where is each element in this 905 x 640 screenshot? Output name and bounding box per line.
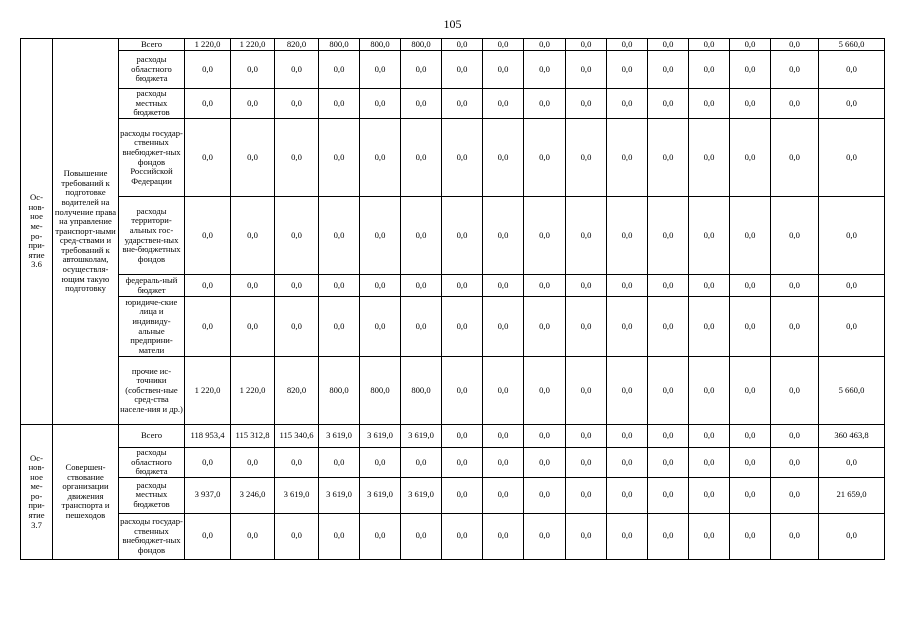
value-cell: 1 220,0 bbox=[185, 39, 231, 51]
value-cell: 0,0 bbox=[524, 513, 566, 559]
value-cell: 0,0 bbox=[319, 51, 360, 89]
value-cell: 5 660,0 bbox=[819, 39, 885, 51]
table-row bbox=[21, 448, 885, 478]
value-cell: 0,0 bbox=[730, 197, 771, 275]
value-cell: 0,0 bbox=[607, 425, 648, 448]
value-cell: 0,0 bbox=[819, 275, 885, 297]
value-cell: 0,0 bbox=[275, 513, 319, 559]
value-cell: 0,0 bbox=[730, 119, 771, 197]
value-cell: 0,0 bbox=[442, 51, 483, 89]
value-cell: 0,0 bbox=[607, 513, 648, 559]
value-cell: 0,0 bbox=[275, 197, 319, 275]
value-cell: 0,0 bbox=[185, 89, 231, 119]
value-cell: 0,0 bbox=[566, 357, 607, 425]
value-cell: 3 619,0 bbox=[360, 477, 401, 513]
description-cell: Совершен-ствование организации движения транспорта и пешеходов bbox=[53, 425, 119, 560]
value-cell: 0,0 bbox=[319, 89, 360, 119]
funding-source-cell: юридиче-ские лица и индивиду-альные предприни-матели bbox=[119, 297, 185, 357]
table-row bbox=[21, 477, 885, 513]
value-cell: 0,0 bbox=[442, 425, 483, 448]
value-cell: 0,0 bbox=[819, 513, 885, 559]
value-cell: 0,0 bbox=[607, 275, 648, 297]
value-cell: 0,0 bbox=[524, 39, 566, 51]
value-cell: 0,0 bbox=[607, 448, 648, 478]
value-cell: 0,0 bbox=[730, 275, 771, 297]
value-cell: 0,0 bbox=[819, 448, 885, 478]
value-cell: 0,0 bbox=[819, 119, 885, 197]
table-row bbox=[21, 425, 885, 448]
funding-source-cell: расходы местных бюджетов bbox=[119, 89, 185, 119]
value-cell: 0,0 bbox=[566, 425, 607, 448]
value-cell: 0,0 bbox=[483, 297, 524, 357]
value-cell: 0,0 bbox=[566, 119, 607, 197]
value-cell: 115 312,8 bbox=[231, 425, 275, 448]
value-cell: 0,0 bbox=[231, 197, 275, 275]
funding-source-cell: Всего bbox=[119, 39, 185, 51]
value-cell: 0,0 bbox=[607, 357, 648, 425]
funding-source-cell: федераль-ный бюджет bbox=[119, 275, 185, 297]
value-cell: 0,0 bbox=[442, 197, 483, 275]
value-cell: 800,0 bbox=[319, 39, 360, 51]
value-cell: 0,0 bbox=[648, 275, 689, 297]
value-cell: 0,0 bbox=[566, 89, 607, 119]
value-cell: 0,0 bbox=[607, 89, 648, 119]
value-cell: 0,0 bbox=[401, 119, 442, 197]
value-cell: 0,0 bbox=[401, 448, 442, 478]
value-cell: 0,0 bbox=[730, 51, 771, 89]
value-cell: 0,0 bbox=[360, 513, 401, 559]
value-cell: 0,0 bbox=[689, 425, 730, 448]
value-cell: 3 246,0 bbox=[231, 477, 275, 513]
value-cell: 0,0 bbox=[648, 297, 689, 357]
value-cell: 0,0 bbox=[231, 275, 275, 297]
value-cell: 0,0 bbox=[275, 89, 319, 119]
value-cell: 0,0 bbox=[185, 51, 231, 89]
value-cell: 0,0 bbox=[730, 477, 771, 513]
value-cell: 21 659,0 bbox=[819, 477, 885, 513]
value-cell: 1 220,0 bbox=[185, 357, 231, 425]
value-cell: 0,0 bbox=[730, 297, 771, 357]
value-cell: 0,0 bbox=[442, 119, 483, 197]
value-cell: 0,0 bbox=[730, 39, 771, 51]
value-cell: 0,0 bbox=[401, 51, 442, 89]
value-cell: 115 340,6 bbox=[275, 425, 319, 448]
value-cell: 0,0 bbox=[771, 448, 819, 478]
value-cell: 0,0 bbox=[319, 297, 360, 357]
value-cell: 0,0 bbox=[360, 89, 401, 119]
value-cell: 0,0 bbox=[360, 51, 401, 89]
funding-source-cell: расходы областного бюджета bbox=[119, 51, 185, 89]
value-cell: 0,0 bbox=[771, 513, 819, 559]
value-cell: 0,0 bbox=[360, 448, 401, 478]
value-cell: 0,0 bbox=[442, 477, 483, 513]
value-cell: 0,0 bbox=[689, 297, 730, 357]
funding-source-cell: расходы государ-ственных внебюджет-ных фондов bbox=[119, 513, 185, 559]
value-cell: 0,0 bbox=[319, 275, 360, 297]
value-cell: 0,0 bbox=[401, 89, 442, 119]
value-cell: 0,0 bbox=[689, 89, 730, 119]
value-cell: 0,0 bbox=[771, 357, 819, 425]
value-cell: 0,0 bbox=[401, 275, 442, 297]
value-cell: 0,0 bbox=[319, 119, 360, 197]
value-cell: 0,0 bbox=[483, 425, 524, 448]
table-row bbox=[21, 89, 885, 119]
value-cell: 0,0 bbox=[483, 89, 524, 119]
budget-table bbox=[20, 38, 885, 560]
value-cell: 3 619,0 bbox=[319, 425, 360, 448]
value-cell: 0,0 bbox=[275, 51, 319, 89]
table-row bbox=[21, 51, 885, 89]
value-cell: 0,0 bbox=[524, 477, 566, 513]
value-cell: 0,0 bbox=[483, 119, 524, 197]
value-cell: 0,0 bbox=[566, 477, 607, 513]
funding-source-cell: расходы местных бюджетов bbox=[119, 477, 185, 513]
table-row bbox=[21, 513, 885, 559]
value-cell: 0,0 bbox=[483, 197, 524, 275]
value-cell: 0,0 bbox=[360, 197, 401, 275]
value-cell: 0,0 bbox=[483, 357, 524, 425]
value-cell: 820,0 bbox=[275, 357, 319, 425]
value-cell: 0,0 bbox=[819, 197, 885, 275]
funding-source-cell: прочие ис-точники (собствен-ные сред-ства населе-ния и др.) bbox=[119, 357, 185, 425]
value-cell: 0,0 bbox=[771, 51, 819, 89]
value-cell: 0,0 bbox=[524, 197, 566, 275]
value-cell: 0,0 bbox=[566, 513, 607, 559]
value-cell: 0,0 bbox=[771, 89, 819, 119]
measure-cell: Ос- нов- ное ме- ро- при- ятие 3.6 bbox=[21, 39, 53, 425]
value-cell: 0,0 bbox=[483, 477, 524, 513]
value-cell: 0,0 bbox=[442, 39, 483, 51]
value-cell: 0,0 bbox=[771, 39, 819, 51]
value-cell: 0,0 bbox=[607, 119, 648, 197]
value-cell: 0,0 bbox=[319, 448, 360, 478]
value-cell: 0,0 bbox=[524, 89, 566, 119]
value-cell: 0,0 bbox=[483, 513, 524, 559]
value-cell: 800,0 bbox=[401, 357, 442, 425]
value-cell: 0,0 bbox=[275, 275, 319, 297]
value-cell: 0,0 bbox=[524, 448, 566, 478]
value-cell: 0,0 bbox=[648, 448, 689, 478]
value-cell: 0,0 bbox=[275, 297, 319, 357]
value-cell: 0,0 bbox=[607, 197, 648, 275]
value-cell: 3 619,0 bbox=[401, 425, 442, 448]
value-cell: 0,0 bbox=[607, 51, 648, 89]
value-cell: 0,0 bbox=[319, 197, 360, 275]
table-row bbox=[21, 275, 885, 297]
value-cell: 0,0 bbox=[648, 119, 689, 197]
value-cell: 0,0 bbox=[401, 513, 442, 559]
value-cell: 0,0 bbox=[442, 448, 483, 478]
value-cell: 0,0 bbox=[185, 513, 231, 559]
funding-source-cell: Всего bbox=[119, 425, 185, 448]
value-cell: 0,0 bbox=[483, 275, 524, 297]
value-cell: 360 463,8 bbox=[819, 425, 885, 448]
value-cell: 3 619,0 bbox=[319, 477, 360, 513]
funding-source-cell: расходы территори-альных гос-ударствен-ных вне-бюджетных фондов bbox=[119, 197, 185, 275]
value-cell: 0,0 bbox=[771, 297, 819, 357]
value-cell: 800,0 bbox=[319, 357, 360, 425]
value-cell: 0,0 bbox=[360, 275, 401, 297]
value-cell: 0,0 bbox=[231, 119, 275, 197]
value-cell: 0,0 bbox=[566, 275, 607, 297]
value-cell: 800,0 bbox=[401, 39, 442, 51]
value-cell: 0,0 bbox=[442, 297, 483, 357]
value-cell: 0,0 bbox=[185, 275, 231, 297]
value-cell: 0,0 bbox=[730, 89, 771, 119]
page-number: 105 bbox=[443, 17, 462, 31]
value-cell: 1 220,0 bbox=[231, 357, 275, 425]
value-cell: 0,0 bbox=[771, 425, 819, 448]
value-cell: 0,0 bbox=[771, 119, 819, 197]
value-cell: 3 619,0 bbox=[275, 477, 319, 513]
table-row bbox=[21, 39, 885, 51]
value-cell: 0,0 bbox=[442, 513, 483, 559]
value-cell: 0,0 bbox=[483, 448, 524, 478]
value-cell: 0,0 bbox=[231, 51, 275, 89]
value-cell: 0,0 bbox=[566, 448, 607, 478]
value-cell: 118 953,4 bbox=[185, 425, 231, 448]
value-cell: 0,0 bbox=[689, 119, 730, 197]
value-cell: 0,0 bbox=[401, 297, 442, 357]
value-cell: 0,0 bbox=[360, 297, 401, 357]
value-cell: 0,0 bbox=[689, 448, 730, 478]
value-cell: 0,0 bbox=[524, 297, 566, 357]
value-cell: 0,0 bbox=[730, 513, 771, 559]
value-cell: 0,0 bbox=[275, 119, 319, 197]
value-cell: 0,0 bbox=[689, 357, 730, 425]
funding-source-cell: расходы государ-ственных внебюджет-ных фондов Российской Федерации bbox=[119, 119, 185, 197]
value-cell: 0,0 bbox=[275, 448, 319, 478]
measure-cell: Ос- нов- ное ме- ро- при- ятие 3.7 bbox=[21, 425, 53, 560]
value-cell: 0,0 bbox=[648, 477, 689, 513]
value-cell: 0,0 bbox=[566, 51, 607, 89]
value-cell: 5 660,0 bbox=[819, 357, 885, 425]
value-cell: 3 937,0 bbox=[185, 477, 231, 513]
value-cell: 0,0 bbox=[524, 425, 566, 448]
value-cell: 0,0 bbox=[607, 39, 648, 51]
value-cell: 0,0 bbox=[566, 197, 607, 275]
value-cell: 0,0 bbox=[648, 425, 689, 448]
value-cell: 0,0 bbox=[771, 275, 819, 297]
value-cell: 0,0 bbox=[648, 39, 689, 51]
value-cell: 800,0 bbox=[360, 39, 401, 51]
value-cell: 0,0 bbox=[819, 89, 885, 119]
value-cell: 0,0 bbox=[442, 89, 483, 119]
value-cell: 0,0 bbox=[566, 39, 607, 51]
value-cell: 0,0 bbox=[185, 297, 231, 357]
value-cell: 0,0 bbox=[231, 513, 275, 559]
value-cell: 0,0 bbox=[648, 197, 689, 275]
value-cell: 0,0 bbox=[689, 477, 730, 513]
value-cell: 0,0 bbox=[689, 197, 730, 275]
value-cell: 0,0 bbox=[483, 51, 524, 89]
value-cell: 0,0 bbox=[442, 275, 483, 297]
value-cell: 0,0 bbox=[483, 39, 524, 51]
value-cell: 0,0 bbox=[771, 477, 819, 513]
value-cell: 0,0 bbox=[524, 275, 566, 297]
value-cell: 0,0 bbox=[319, 513, 360, 559]
value-cell: 0,0 bbox=[524, 119, 566, 197]
value-cell: 0,0 bbox=[524, 51, 566, 89]
table-row bbox=[21, 297, 885, 357]
value-cell: 0,0 bbox=[185, 197, 231, 275]
value-cell: 0,0 bbox=[566, 297, 607, 357]
value-cell: 820,0 bbox=[275, 39, 319, 51]
description-cell: Повышение требований к подготовке водителей на получение права на управление транспорт-ными сред-ствами и требований к автошколам, осуществля-ющим такую подготовку bbox=[53, 39, 119, 425]
value-cell: 0,0 bbox=[185, 448, 231, 478]
value-cell: 0,0 bbox=[231, 448, 275, 478]
value-cell: 0,0 bbox=[185, 119, 231, 197]
funding-source-cell: расходы областного бюджета bbox=[119, 448, 185, 478]
value-cell: 0,0 bbox=[401, 197, 442, 275]
value-cell: 0,0 bbox=[648, 51, 689, 89]
value-cell: 800,0 bbox=[360, 357, 401, 425]
value-cell: 0,0 bbox=[607, 297, 648, 357]
value-cell: 0,0 bbox=[231, 297, 275, 357]
value-cell: 0,0 bbox=[648, 513, 689, 559]
value-cell: 0,0 bbox=[648, 357, 689, 425]
table-row bbox=[21, 197, 885, 275]
value-cell: 0,0 bbox=[730, 357, 771, 425]
value-cell: 0,0 bbox=[730, 425, 771, 448]
value-cell: 0,0 bbox=[607, 477, 648, 513]
table-row bbox=[21, 357, 885, 425]
value-cell: 0,0 bbox=[689, 39, 730, 51]
value-cell: 3 619,0 bbox=[360, 425, 401, 448]
value-cell: 0,0 bbox=[648, 89, 689, 119]
value-cell: 0,0 bbox=[730, 448, 771, 478]
value-cell: 0,0 bbox=[689, 51, 730, 89]
value-cell: 0,0 bbox=[231, 89, 275, 119]
value-cell: 0,0 bbox=[771, 197, 819, 275]
value-cell: 0,0 bbox=[360, 119, 401, 197]
value-cell: 3 619,0 bbox=[401, 477, 442, 513]
value-cell: 0,0 bbox=[524, 357, 566, 425]
value-cell: 0,0 bbox=[442, 357, 483, 425]
value-cell: 1 220,0 bbox=[231, 39, 275, 51]
table-row bbox=[21, 119, 885, 197]
value-cell: 0,0 bbox=[819, 297, 885, 357]
value-cell: 0,0 bbox=[819, 51, 885, 89]
value-cell: 0,0 bbox=[689, 275, 730, 297]
value-cell: 0,0 bbox=[689, 513, 730, 559]
